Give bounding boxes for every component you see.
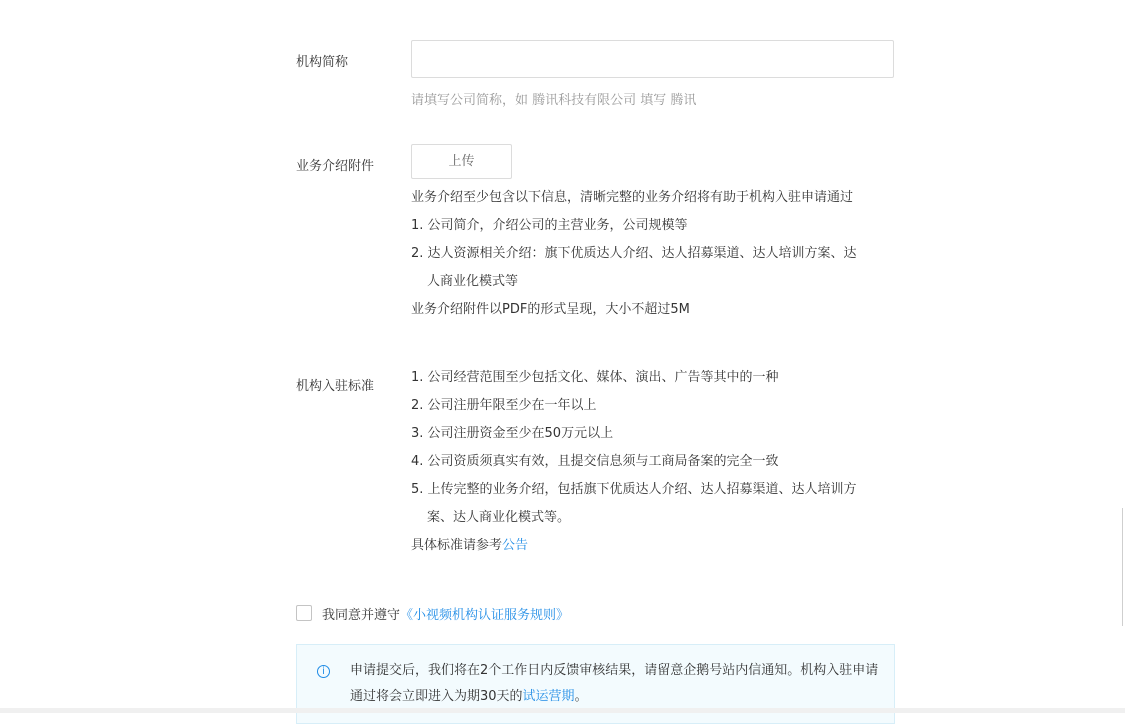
standards-item: 1. 公司经营范围至少包括文化、媒体、演出、广告等其中的一种 <box>411 370 779 385</box>
standards-item: 案、达人商业化模式等。 <box>427 510 571 525</box>
attachment-item: 人商业化模式等 <box>427 274 519 289</box>
notice-message: 申请提交后，我们将在2个工作日内反馈审核结果，请留意企鹅号站内信通知。机构入驻申请通过将会立即进入为期30天的 <box>350 663 879 704</box>
standards-reference <box>411 532 901 560</box>
attachment-label: 业务介绍附件 <box>296 159 375 174</box>
short-name-label: 机构简称 <box>296 55 349 70</box>
standards-item: 4. 公司资质须真实有效，且提交信息须与工商局备案的完全一致 <box>411 454 779 469</box>
bottom-bar <box>0 708 1125 713</box>
attachment-item: 2. 达人资源相关介绍：旗下优质达人介绍、达人招募渠道、达人培训方案、达 <box>411 246 857 261</box>
scrollbar-edge <box>1122 508 1123 626</box>
short-name-input[interactable] <box>411 40 894 78</box>
standards-item: 3. 公司注册资金至少在50万元以上 <box>411 426 614 441</box>
trial-period-link[interactable]: 试运营期 <box>522 689 575 704</box>
short-name-hint: 请填写公司简称，如 腾讯科技有限公司 填写 腾讯 <box>411 93 697 108</box>
standards-label: 机构入驻标准 <box>296 379 375 394</box>
agree-checkbox[interactable] <box>296 605 312 621</box>
notice-suffix: 。 <box>574 689 588 704</box>
info-icon: i <box>317 665 330 678</box>
attachment-description <box>411 184 901 324</box>
notice-text <box>350 658 882 710</box>
standards-item: 2. 公司注册年限至少在一年以上 <box>411 398 597 413</box>
upload-button[interactable]: 上传 <box>411 144 512 179</box>
attachment-item: 1. 公司简介，介绍公司的主营业务，公司规模等 <box>411 218 688 233</box>
standards-list <box>411 364 901 560</box>
reference-prefix: 具体标准请参考 <box>411 538 503 553</box>
agreement-text <box>322 604 569 623</box>
attachment-format-note: 业务介绍附件以PDF的形式呈现，大小不超过5M <box>411 302 690 317</box>
announcement-link[interactable]: 公告 <box>502 538 529 553</box>
standards-item: 5. 上传完整的业务介绍，包括旗下优质达人介绍、达人招募渠道、达人培训方 <box>411 482 857 497</box>
agreement-prefix: 我同意并遵守 <box>322 608 401 623</box>
service-rules-link[interactable]: 《小视频机构认证服务规则》 <box>400 608 570 623</box>
attachment-intro: 业务介绍至少包含以下信息，清晰完整的业务介绍将有助于机构入驻申请通过 <box>411 190 854 205</box>
